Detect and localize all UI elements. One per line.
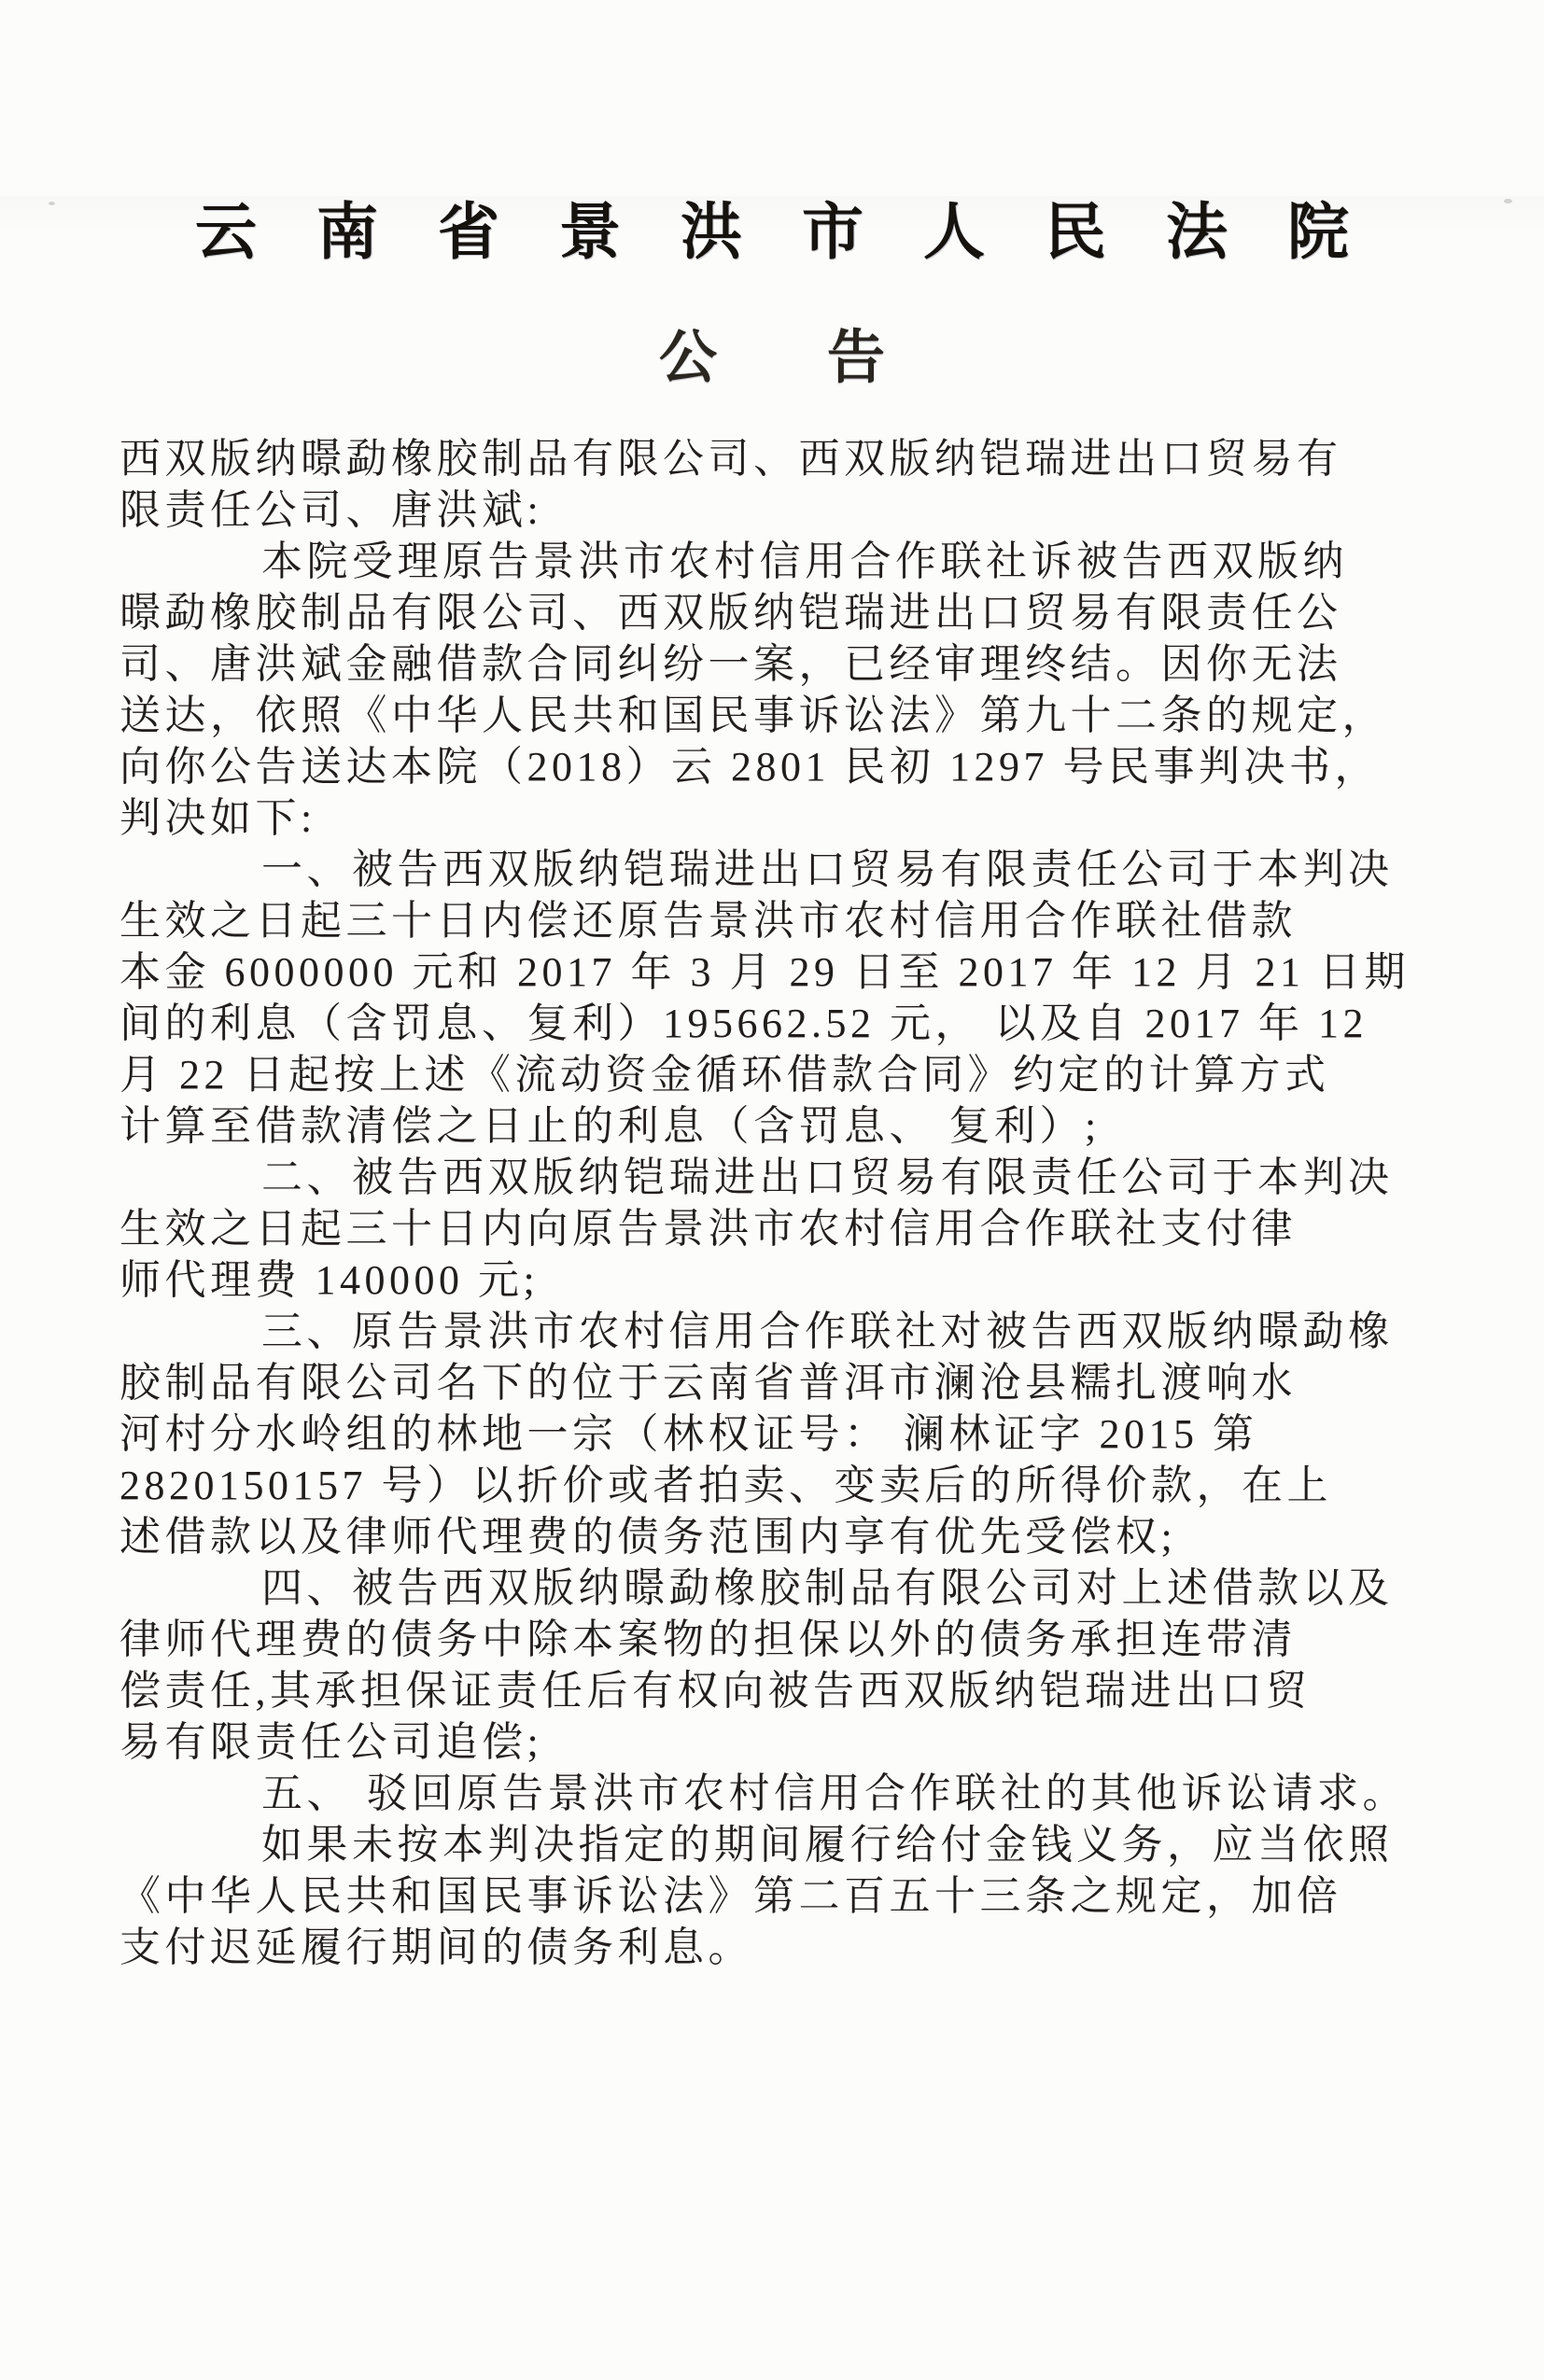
text-line: 河村分水岭组的林地一宗（林权证号： 澜林证字 2015 第 [119,1411,1258,1457]
text-line: 送达，依照《中华人民共和国民事诉讼法》第九十二条的规定， [119,693,1387,738]
text-line: 本金 6000000 元和 2017 年 3 月 29 日至 2017 年 12 月 21 日期 [119,949,1410,995]
text-line: 生效之日起三十日内向原告景洪市农村信用合作联社支付律 [119,1206,1297,1252]
text-line: 暻勐橡胶制品有限公司、西双版纳铠瑞进出口贸易有限责任公 [119,590,1342,636]
text-line: 三、原告景洪市农村信用合作联社对被告西双版纳暻勐橡 [261,1309,1394,1354]
text-line: 本院受理原告景洪市农村信用合作联社诉被告西双版纳 [261,539,1348,584]
text-line: 一、被告西双版纳铠瑞进出口贸易有限责任公司于本判决 [261,847,1394,892]
text-line: 判决如下: [119,795,316,841]
doc-title: 公 告 [658,327,911,390]
text-line: 向你公告送达本院（2018）云 2801 民初 1297 号民事判决书， [119,744,1380,790]
text-line: 四、被告西双版纳暻勐橡胶制品有限公司对上述借款以及 [261,1565,1394,1611]
text-line: 西双版纳暻勐橡胶制品有限公司、西双版纳铠瑞进出口贸易有 [119,436,1342,482]
text-line: 如果未按本判决指定的期间履行给付金钱义务，应当依照 [261,1822,1394,1868]
text-line: 限责任公司、唐洪斌: [119,487,543,533]
text-line: 间的利息（含罚息、复利）195662.52 元， 以及自 2017 年 12 [119,1001,1368,1046]
text-line: 师代理费 140000 元; [119,1257,540,1303]
body-text [0,433,1544,1973]
text-line: 计算至借款清偿之日止的利息（含罚息、 复利）; [119,1103,1101,1149]
text-line: 偿责任,其承担保证责任后有权向被告西双版纳铠瑞进出口贸 [119,1668,1312,1714]
text-line: 二、被告西双版纳铠瑞进出口贸易有限责任公司于本判决 [261,1155,1394,1200]
text-line: 律师代理费的债务中除本案物的担保以外的债务承担连带清 [119,1617,1297,1662]
court-title: 云南省景洪市人民法院 [195,199,1409,267]
text-line: 胶制品有限公司名下的位于云南省普洱市澜沧县糯扎渡响水 [119,1360,1297,1406]
text-line: 易有限责任公司追偿; [119,1719,543,1765]
document-page [0,196,1544,2380]
text-line: 月 22 日起按上述《流动资金循环借款合同》约定的计算方式 [119,1052,1330,1098]
scan-speck [1504,199,1512,203]
text-line: 2820150157 号）以折价或者拍卖、变卖后的所得价款，在上 [119,1463,1332,1508]
scan-speck [49,202,55,205]
text-line: 《中华人民共和国民事诉讼法》第二百五十三条之规定，加倍 [119,1873,1342,1919]
text-line: 生效之日起三十日内偿还原告景洪市农村信用合作联社借款 [119,898,1297,944]
text-line: 支付迟延履行期间的债务利息。 [119,1925,753,1970]
text-line: 五、 驳回原告景洪市农村信用合作联社的其他诉讼请求。 [261,1771,1408,1816]
text-line: 司、唐洪斌金融借款合同纠纷一案，已经审理终结。因你无法 [119,641,1342,687]
text-line: 述借款以及律师代理费的债务范围内享有优先受偿权; [119,1514,1177,1560]
